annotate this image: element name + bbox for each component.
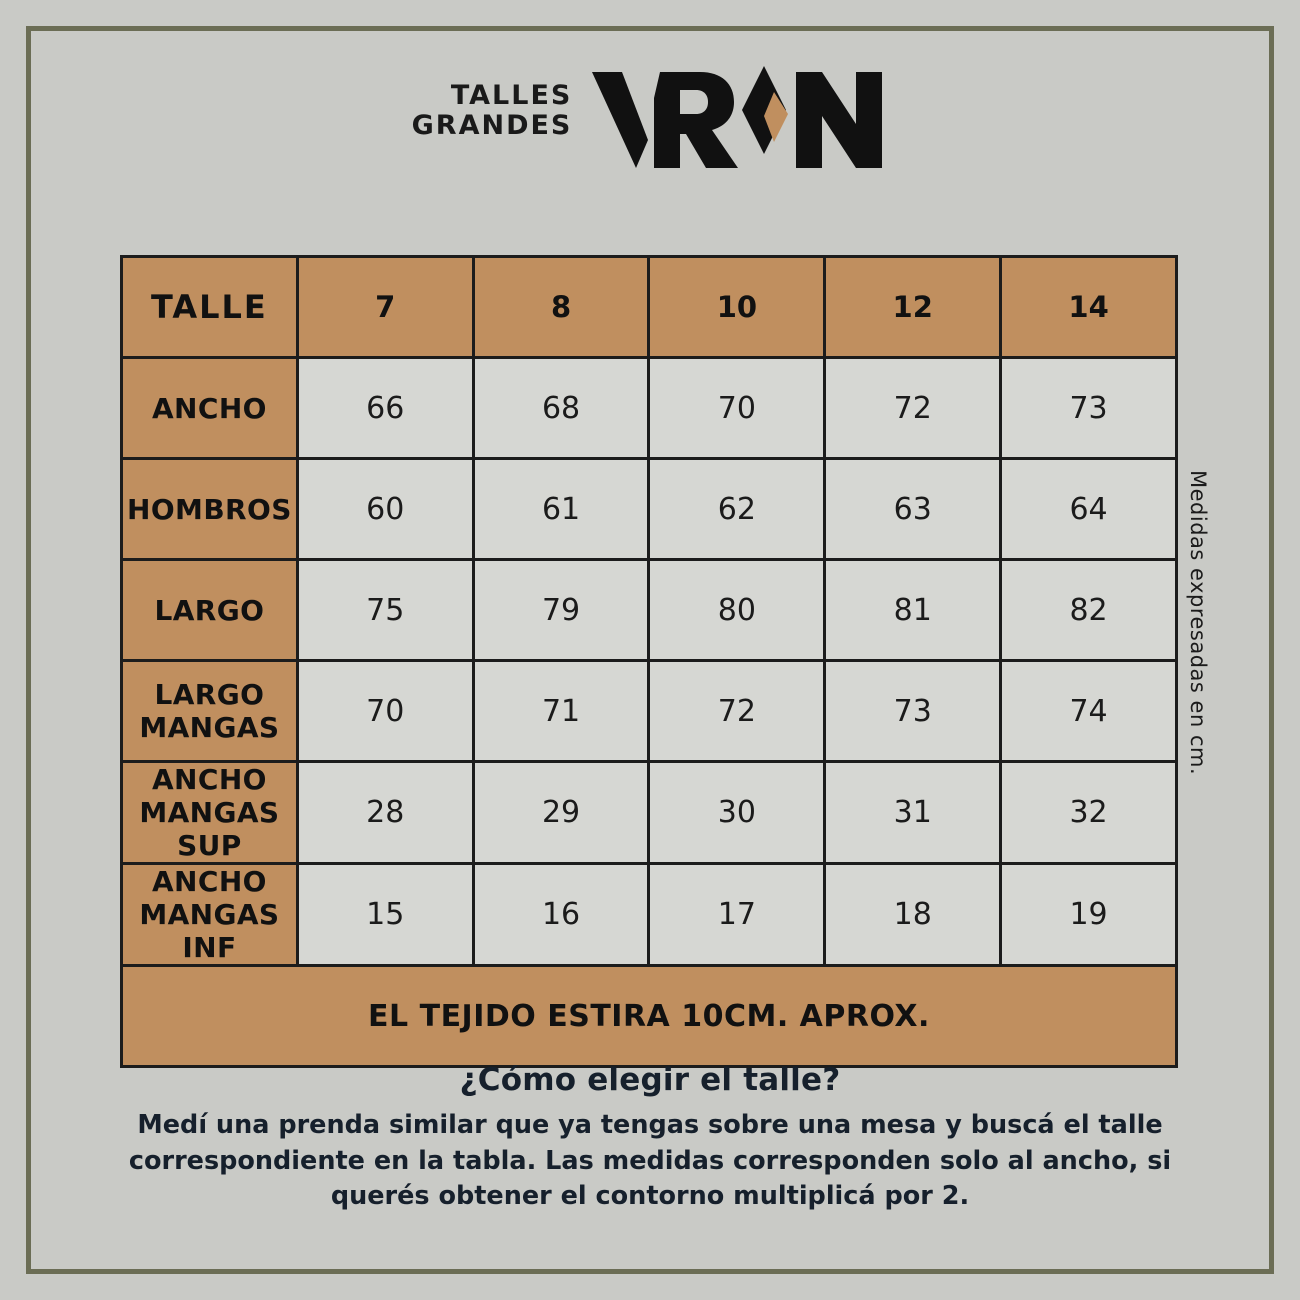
cell-ancho-mangas-inf-8: 16 <box>473 864 649 966</box>
how-to-choose-text: Medí una prenda similar que ya tengas sobre una mesa y buscá el talle correspondiente en la tabla. Las medidas corresponden solo al ancho, si querés obtener el contorno multiplicá por 2. <box>128 1110 1172 1212</box>
cell-hombros-10: 62 <box>649 459 825 560</box>
header-size-7: 7 <box>297 257 473 358</box>
cell-largo-mangas-7: 70 <box>297 661 473 762</box>
cell-largo-12: 81 <box>825 560 1001 661</box>
cell-ancho-14: 73 <box>1001 358 1177 459</box>
cell-hombros-12: 63 <box>825 459 1001 560</box>
table-footer-row <box>122 966 1177 1067</box>
cell-largo-7: 75 <box>297 560 473 661</box>
cell-ancho-7: 66 <box>297 358 473 459</box>
size-table-container <box>120 255 1178 1068</box>
cell-ancho-mangas-inf-7: 15 <box>297 864 473 966</box>
table-row <box>122 560 1177 661</box>
cell-ancho-10: 70 <box>649 358 825 459</box>
cell-largo-mangas-10: 72 <box>649 661 825 762</box>
cell-ancho-mangas-inf-14: 19 <box>1001 864 1177 966</box>
logo-talles-grandes <box>412 81 573 145</box>
header-size-8: 8 <box>473 257 649 358</box>
how-to-choose-title: ¿Cómo elegir el talle? <box>459 1062 841 1098</box>
header-size-10: 10 <box>649 257 825 358</box>
cell-ancho-mangas-sup-8: 29 <box>473 762 649 864</box>
fabric-stretch-note: EL TEJIDO ESTIRA 10CM. APROX. <box>122 966 1177 1067</box>
row-label-ancho: ANCHO <box>122 358 298 459</box>
cell-largo-mangas-12: 73 <box>825 661 1001 762</box>
cell-ancho-mangas-sup-10: 30 <box>649 762 825 864</box>
row-label-largo: LARGO <box>122 560 298 661</box>
cell-hombros-7: 60 <box>297 459 473 560</box>
row-label-ancho-mangas-inf: ANCHO MANGAS INF <box>122 864 298 966</box>
how-to-choose-section <box>60 1062 1240 1215</box>
logo-line-1: TALLES <box>450 79 573 111</box>
row-label-ancho-mangas-sup: ANCHO MANGAS SUP <box>122 762 298 864</box>
cell-ancho-8: 68 <box>473 358 649 459</box>
table-row <box>122 762 1177 864</box>
row-label-hombros: HOMBROS <box>122 459 298 560</box>
cell-hombros-8: 61 <box>473 459 649 560</box>
cell-ancho-12: 72 <box>825 358 1001 459</box>
table-row <box>122 864 1177 966</box>
header-talle: TALLE <box>122 257 298 358</box>
cell-largo-mangas-14: 74 <box>1001 661 1177 762</box>
cell-ancho-mangas-inf-10: 17 <box>649 864 825 966</box>
table-row <box>122 661 1177 762</box>
cell-largo-8: 79 <box>473 560 649 661</box>
cell-hombros-14: 64 <box>1001 459 1177 560</box>
row-label-largo-mangas: LARGO MANGAS <box>122 661 298 762</box>
cell-ancho-mangas-sup-7: 28 <box>297 762 473 864</box>
measurement-unit-note: Medidas expresadas en cm. <box>1186 470 1210 776</box>
cell-largo-10: 80 <box>649 560 825 661</box>
brand-logo <box>0 58 1300 168</box>
cell-largo-14: 82 <box>1001 560 1177 661</box>
viron-wordmark-icon <box>588 58 888 168</box>
cell-ancho-mangas-sup-12: 31 <box>825 762 1001 864</box>
cell-largo-mangas-8: 71 <box>473 661 649 762</box>
header-size-12: 12 <box>825 257 1001 358</box>
table-header-row <box>122 257 1177 358</box>
logo-line-2: GRANDES <box>411 110 573 141</box>
header-size-14: 14 <box>1001 257 1177 358</box>
size-table <box>120 255 1178 1068</box>
cell-ancho-mangas-inf-12: 18 <box>825 864 1001 966</box>
cell-ancho-mangas-sup-14: 32 <box>1001 762 1177 864</box>
table-row <box>122 459 1177 560</box>
table-row <box>122 358 1177 459</box>
